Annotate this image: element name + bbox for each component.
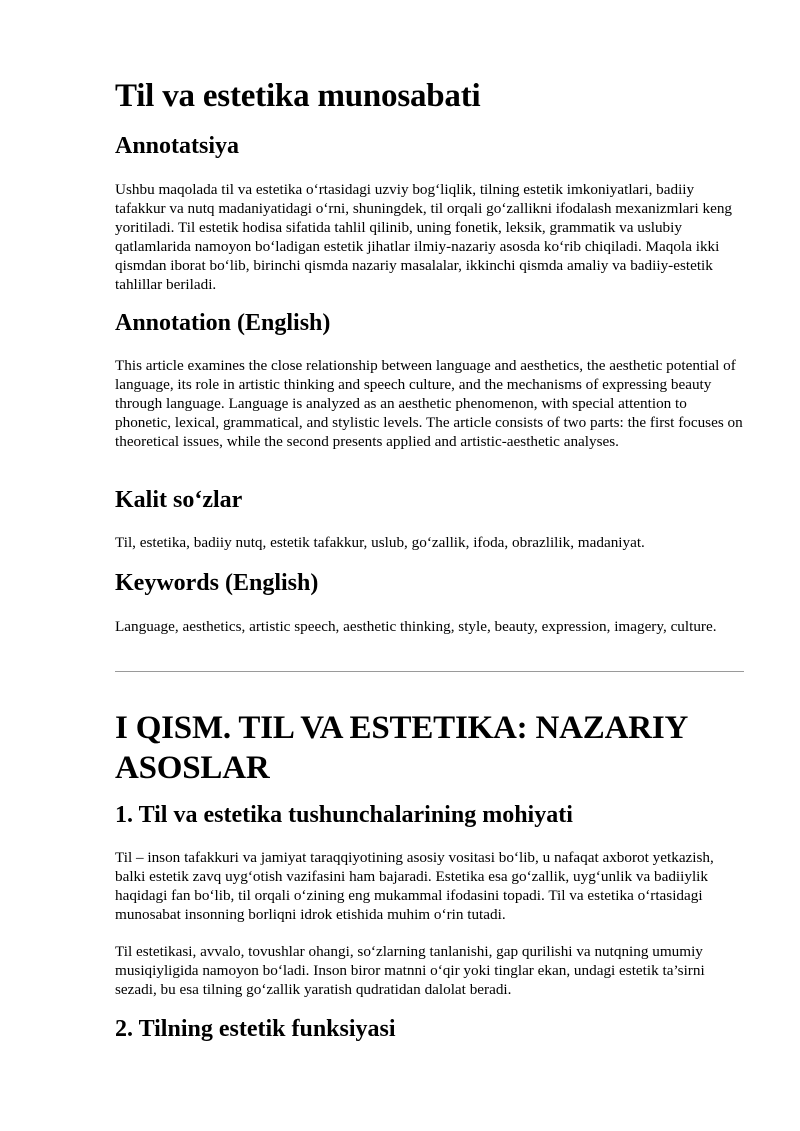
section-1-paragraph-1: Til – inson tafakkuri va jamiyat taraqqiyotining asosiy vositasi bo‘lib, u nafaqat axborot yetkazish, balki estetik zavq uyg‘otish vazifasini ham bajaradi. Estetika esa go‘zallik, uyg‘unlik va badiiylik haqidagi fan bo‘lib, til orqali o‘zining eng mukammal ifodasini topadi. Til va estetika o‘rtasidagi munosabat insonning borliqni idrok etishida muhim o‘rin tutadi. — [115, 849, 714, 923]
part-one-title: I QISM. TIL VA ESTETIKA: NAZARIY ASOSLAR — [115, 710, 687, 786]
annotation-uz-heading: Annotatsiya — [115, 133, 240, 159]
annotation-en-text: This article examines the close relationship between language and aesthetics, the aesthetic potential of language, its role in artistic thinking and speech culture, and the mechanisms of expressing beauty through language. Language is analyzed as an aesthetic phenomenon, with special attention to phonetic, lexical, grammatical, and stylistic levels. The article consists of two parts: the first focuses on theoretical issues, while the second presents applied and artistic-aesthetic analyses. — [115, 357, 743, 450]
keywords-uz-heading: Kalit so‘zlar — [115, 487, 243, 513]
document-title: Til va estetika munosabati — [115, 78, 481, 114]
keywords-en-heading: Keywords (English) — [115, 570, 319, 596]
section-1-paragraph-2: Til estetikasi, avvalo, tovushlar ohangi, so‘zlarning tanlanishi, gap qurilishi va nutqning umumiy musiqiyligida namoyon bo‘ladi. Inson biror matnni o‘qir yoki tinglar ekan, undagi estetik ta’sirni sezadi, bu esa tilning go‘zallik yaratish qudratidan dalolat beradi. — [115, 943, 705, 998]
section-2-heading: 2. Tilning estetik funksiyasi — [115, 1016, 396, 1042]
keywords-uz-text: Til, estetika, badiiy nutq, estetik tafakkur, uslub, go‘zallik, ifoda, obrazlilik, madaniyat. — [115, 534, 645, 551]
annotation-uz-text: Ushbu maqolada til va estetika o‘rtasidagi uzviy bog‘liqlik, tilning estetik imkoniyatlari, badiiy tafakkur va nutq madaniyatidagi o‘rni, shuningdek, til orqali go‘zallikni ifodalash mexanizmlari keng yoritiladi. Til estetik hodisa sifatida tahlil qilinib, uning fonetik, leksik, grammatik va uslubiy qatlamlarida namoyon bo‘ladigan estetik jihatlar ilmiy-nazariy asosda ko‘rib chiqiladi. Maqola ikki qismdan iborat bo‘lib, birinchi qismda nazariy masalalar, ikkinchi qismda amaliy va badiiy-estetik tahlillar beriladi. — [115, 181, 733, 293]
keywords-en-text: Language, aesthetics, artistic speech, aesthetic thinking, style, beauty, expression, imagery, culture. — [115, 618, 717, 635]
section-1-heading: 1. Til va estetika tushunchalarining mohiyati — [115, 802, 573, 828]
annotation-en-heading: Annotation (English) — [115, 310, 331, 336]
section-divider — [115, 671, 744, 672]
